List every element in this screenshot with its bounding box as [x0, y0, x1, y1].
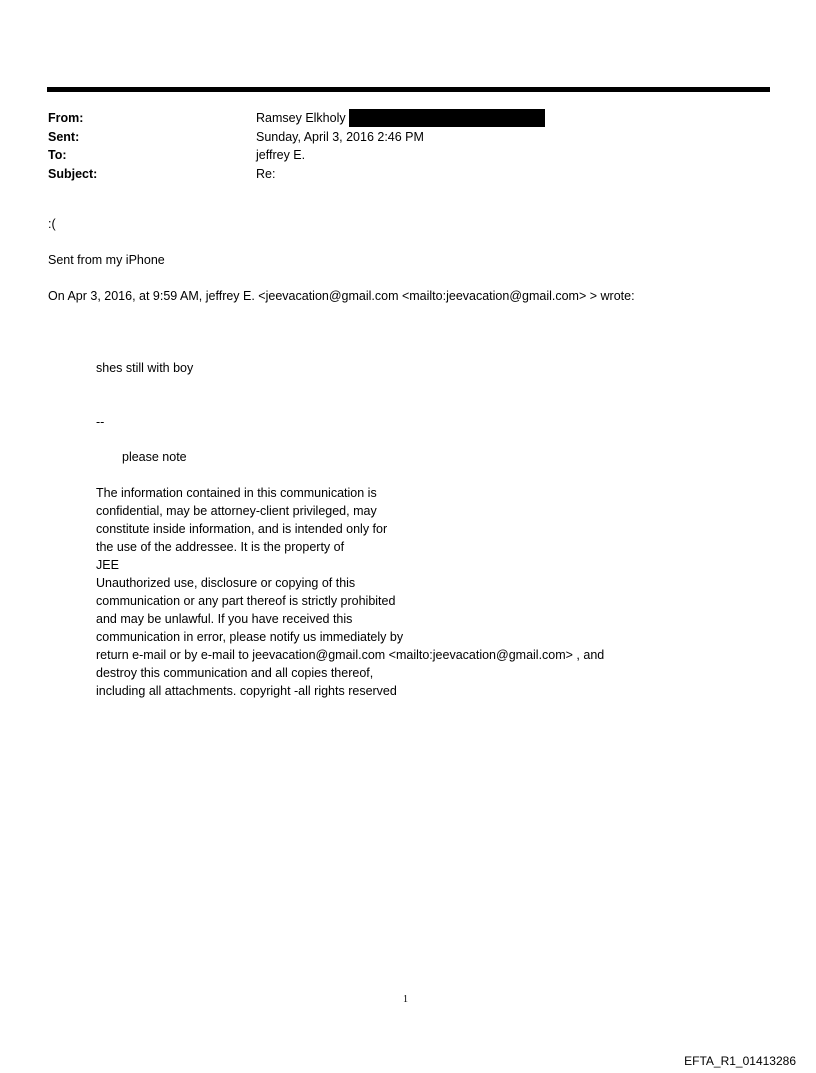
from-row: [48, 109, 748, 128]
to-label: To:: [48, 148, 67, 162]
disclaimer-block: [96, 484, 604, 700]
page-number: 1: [403, 994, 408, 1005]
sent-value: Sunday, April 3, 2016 2:46 PM: [256, 129, 424, 144]
quoted-message: shes still with boy: [96, 361, 194, 375]
disclaimer-line: confidential, may be attorney-client privileged, may: [96, 504, 377, 518]
signature-separator: --: [96, 415, 105, 429]
sent-label: Sent:: [48, 129, 80, 144]
sent-row: [48, 128, 748, 147]
subject-row: [48, 165, 748, 184]
from-label: From:: [48, 111, 84, 125]
disclaimer-line: return e-mail or by e-mail to jeevacation@gmail.com <mailto:jeevacation@gmail.com> , and: [96, 648, 605, 662]
subject-label: Subject:: [48, 166, 98, 181]
quote-intro: On Apr 3, 2016, at 9:59 AM, jeffrey E. <jeevacation@gmail.com <mailto:jeevacation@gmail.com> > wrote:: [48, 289, 635, 303]
header-divider: [47, 87, 770, 92]
to-row: [48, 146, 748, 165]
redaction-block: [349, 109, 545, 127]
note-heading: please note: [122, 450, 187, 464]
document-id: EFTA_R1_01413286: [684, 1054, 796, 1068]
subject-value: Re:: [256, 166, 276, 181]
disclaimer-line: communication in error, please notify us immediately by: [96, 630, 404, 644]
disclaimer-line: destroy this communication and all copies thereof,: [96, 666, 374, 680]
disclaimer-line: the use of the addressee. It is the property of: [96, 540, 345, 554]
disclaimer-line: communication or any part thereof is strictly prohibited: [96, 594, 396, 608]
signature-text: Sent from my iPhone: [48, 253, 165, 267]
disclaimer-line: The information contained in this communication is: [96, 486, 377, 500]
disclaimer-line: including all attachments. copyright -all rights reserved: [96, 684, 397, 698]
email-header: [48, 109, 748, 183]
from-value: [256, 109, 545, 128]
emoticon-text: :(: [48, 217, 56, 231]
disclaimer-line: Unauthorized use, disclosure or copying of this: [96, 576, 356, 590]
sender-name: Ramsey Elkholy: [256, 111, 346, 125]
disclaimer-line: constitute inside information, and is intended only for: [96, 522, 388, 536]
disclaimer-line: and may be unlawful. If you have received this: [96, 612, 353, 626]
disclaimer-line: JEE: [96, 558, 119, 572]
to-value: jeffrey E.: [256, 148, 306, 162]
